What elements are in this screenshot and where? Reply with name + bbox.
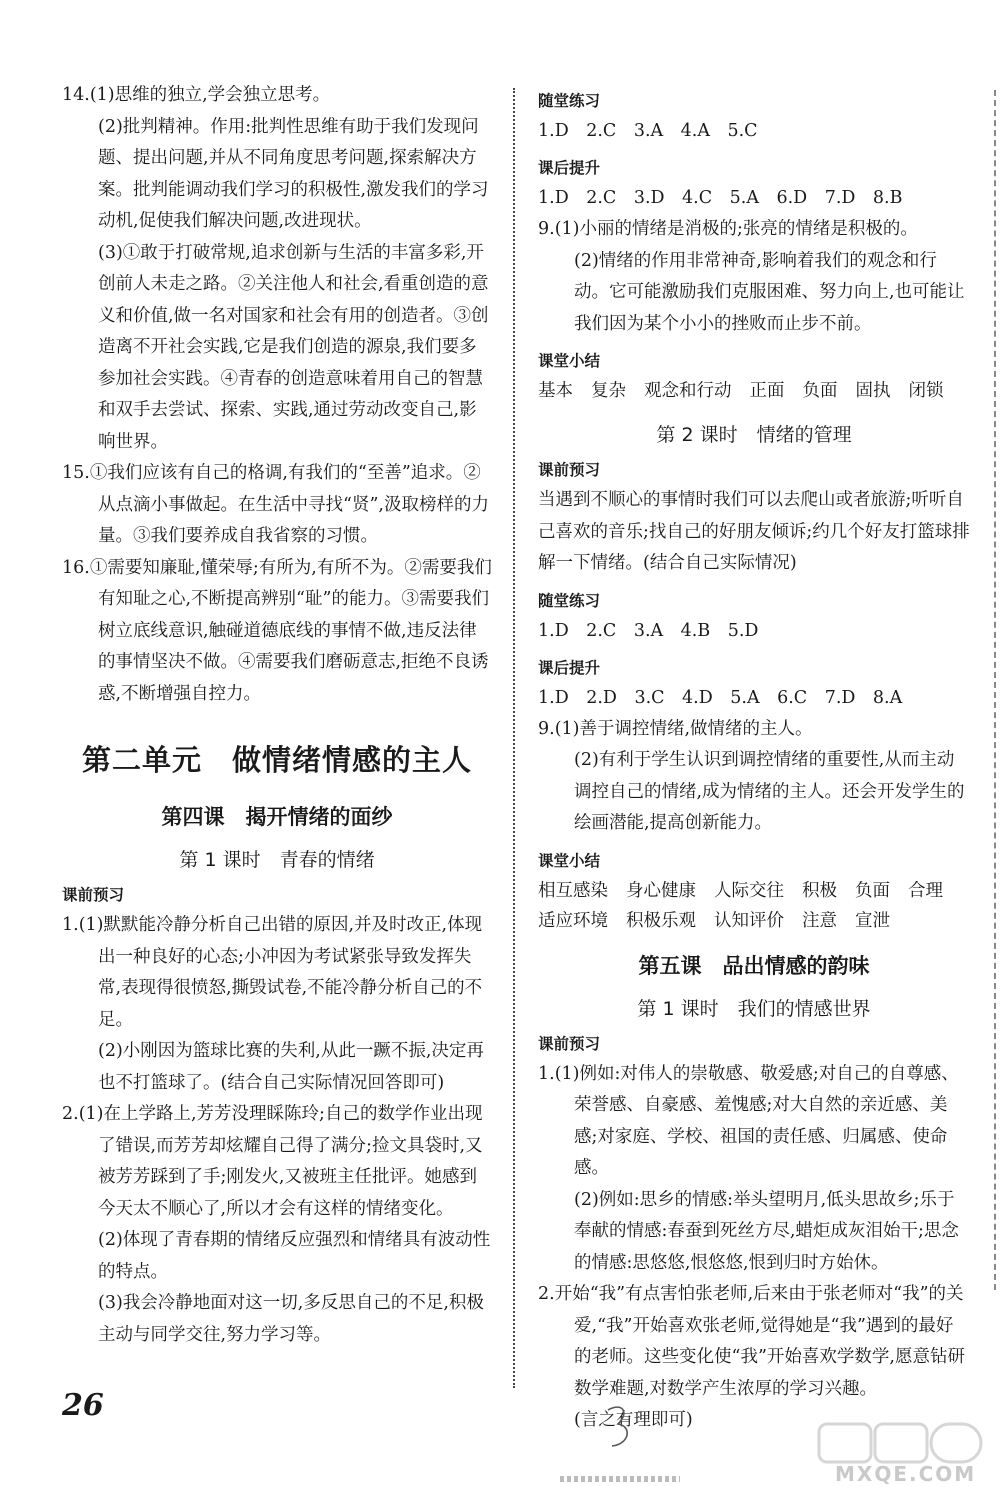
- right-column: [538, 88, 970, 1437]
- summary-term: 闭锁: [908, 381, 944, 401]
- section-label-practice-2: 随堂练习: [538, 591, 601, 610]
- preview-q2-part3: (3)我会冷静地面对这一切,多反思自己的不足,积极主动与同学交往,努力学习等。: [98, 1293, 484, 1345]
- left-column: [62, 80, 492, 1351]
- q9-part1: 9.(1)小丽的情绪是消极的;张亮的情绪是积极的。: [538, 219, 918, 239]
- summary-terms-2: [538, 876, 970, 936]
- handwritten-mark-icon: [600, 1400, 640, 1460]
- column-divider: [513, 88, 515, 1388]
- q14-part1: 14.(1)思维的独立,学会独立思考。: [62, 85, 331, 105]
- preview-q1-part1: 1.(1)默默能冷静分析自己出错的原因,并及时改正,体现出一种良好的心态;小冲因为考试紧张导致发挥失常,表现得很愤怒,撕毁试卷,不能冷静分析自己的不足。: [62, 915, 483, 1030]
- summary-term: 负面: [855, 880, 890, 901]
- summary-term: 适应环境: [538, 910, 608, 931]
- section-label-improve-2: 课后提升: [538, 658, 601, 677]
- summary-term: 身心健康: [626, 880, 696, 901]
- lesson5-q1-part1: 1.(1)例如:对伟人的崇敬感、敬爱感;对自己的自尊感、荣誉感、自豪感、羞愧感;对大自然的亲近感、美感;对家庭、学校、祖国的责任感、归属感、使命感。: [538, 1063, 959, 1178]
- lesson5-q1-part2: (2)例如:思乡的情感:举头望明月,低头思故乡;乐于奉献的情感:春蚕到死丝方尽,蜡炬成灰泪始干;思念的情感:思悠悠,恨悠悠,恨到归时方始休。: [574, 1189, 959, 1273]
- q16-answer: 16.①需要知廉耻,懂荣辱;有所为,有所不为。②需要我们有知耻之心,不断提高辨别“耻”的能力。③需要我们树立底线意识,触碰道德底线的事情不做,违反法律的事情坚决不做。④需要我们磨砺意志,拒绝不良诱惑,不断增强自控力。: [62, 557, 492, 704]
- lesson-title: 第四课 揭开情绪的面纱: [161, 805, 393, 829]
- section-label-preview-2: 课前预习: [538, 461, 601, 479]
- summary-terms-1: [538, 376, 970, 406]
- section-label-preview: 课前预习: [62, 886, 125, 904]
- summary-term: 正面: [749, 381, 785, 401]
- improve-answers-1: 1.D 2.C 3.D 4.C 5.A 6.D 7.D 8.B: [538, 188, 903, 208]
- preview2-answer: 当遇到不顺心的事情时我们可以去爬山或者旅游;听听自己喜欢的音乐;找自己的好朋友倾诉;约几个好友打篮球排解一下情绪。(结合自己实际情况): [538, 490, 970, 573]
- summary-term: 相互感染: [538, 880, 608, 901]
- watermark-site: MXQE.COM: [835, 1462, 977, 1486]
- unit-title: 第二单元 做情绪情感的主人: [81, 743, 472, 777]
- preview-q1-part2: (2)小刚因为篮球比赛的失利,从此一蹶不振,决定再也不打篮球了。(结合自己实际情况回答即可): [98, 1041, 484, 1093]
- q14-part3: (3)①敢于打破常规,追求创新与生活的丰富多彩,开创前人未走之路。②关注他人和社会,看重创造的意义和价值,做一名对国家和社会有用的创造者。③创造离不开社会实践,它是我们创造的源泉,我们要多参加社会实践。④青春的创造意味着用自己的智慧和双手去尝试、探索、实践,通过劳动改变自己,影响世界。: [98, 242, 489, 452]
- bottom-strip: [560, 1476, 680, 1482]
- period2-title: 第 2 课时 情绪的管理: [656, 424, 852, 446]
- lesson5-q2-note: (言之有理即可): [574, 1410, 693, 1430]
- summary-term: 注意: [802, 910, 837, 931]
- summary-term: 人际交往: [714, 880, 784, 901]
- summary-term: 基本: [538, 381, 573, 401]
- q15-answer: 15.①我们应该有自己的格调,有我们的“至善”追求。②从点滴小事做起。在生活中寻找“贤”,汲取榜样的力量。③我们要养成自我省察的习惯。: [62, 463, 489, 546]
- section-label-summary-2: 课堂小结: [538, 851, 601, 870]
- summary-term: 积极乐观: [626, 910, 696, 931]
- summary-term: 复杂: [591, 381, 626, 401]
- section-label-improve: 课后提升: [538, 159, 601, 177]
- q9-part2: (2)情绪的作用非常神奇,影响着我们的观念和行动。它可能激励我们克服困难、努力向上,也可能让我们因为某个小小的挫败而止步不前。: [574, 250, 965, 334]
- preview-q2-part1: 2.(1)在上学路上,芳芳没理睬陈玲;自己的数学作业出现了错误,而芳芳却炫耀自己得了满分;捡文具袋时,又被芳芳踩到了手;刚发火,又被班主任批评。她感到今天太不顺心了,所以才会有这样的情绪变化。: [62, 1104, 483, 1219]
- practice-answers-2: 1.D 2.C 3.A 4.B 5.D: [538, 620, 759, 641]
- summary-term: 固执: [855, 381, 891, 401]
- section-label-summary: 课堂小结: [538, 352, 601, 370]
- section-label-preview-3: 课前预习: [538, 1034, 601, 1053]
- summary-term: 积极: [802, 880, 837, 901]
- summary-term: 认知评价: [714, 910, 784, 931]
- improve-answers-2: 1.D 2.D 3.C 4.D 5.A 6.C 7.D 8.A: [538, 687, 903, 708]
- summary-term: 合理: [908, 880, 943, 901]
- summary-term: 宣泄: [855, 910, 890, 931]
- period-title: 第 1 课时 青春的情绪: [179, 849, 375, 871]
- page-number: 26: [62, 1388, 104, 1423]
- section-label-practice: 随堂练习: [538, 92, 601, 110]
- practice-answers-1: 1.D 2.C 3.A 4.A 5.C: [538, 121, 758, 141]
- preview-q2-part2: (2)体现了青春期的情绪反应强烈和情绪具有波动性的特点。: [98, 1230, 491, 1282]
- q9b-part2: (2)有利于学生认识到调控情绪的重要性,从而主动调控自己的情绪,成为情绪的主人。还会开发学生的绘画潜能,提高创新能力。: [574, 750, 965, 833]
- lesson5-title: 第五课 品出情感的韵味: [638, 953, 870, 978]
- period3-title: 第 1 课时 我们的情感世界: [637, 997, 871, 1020]
- lesson5-q2-part1: 2.开始“我”有点害怕张老师,后来由于张老师对“我”的关爱,“我”开始喜欢张老师,觉得她是“我”遇到的最好的老师。这些变化使“我”开始喜欢学数学,愿意钻研数学难题,对数学产生浓厚的学习兴趣。: [538, 1284, 965, 1399]
- q9b-part1: 9.(1)善于调控情绪,做情绪的主人。: [538, 718, 813, 739]
- summary-term: 观念和行动: [644, 381, 732, 401]
- q14-part2: (2)批判精神。作用:批判性思维有助于我们发现问题、提出问题,并从不同角度思考问题,探索解决方案。批判能调动我们学习的积极性,激发我们的学习动机,促使我们解决问题,改进现状。: [98, 116, 489, 231]
- page-edge-line: [994, 90, 996, 1290]
- summary-term: 负面: [802, 381, 838, 401]
